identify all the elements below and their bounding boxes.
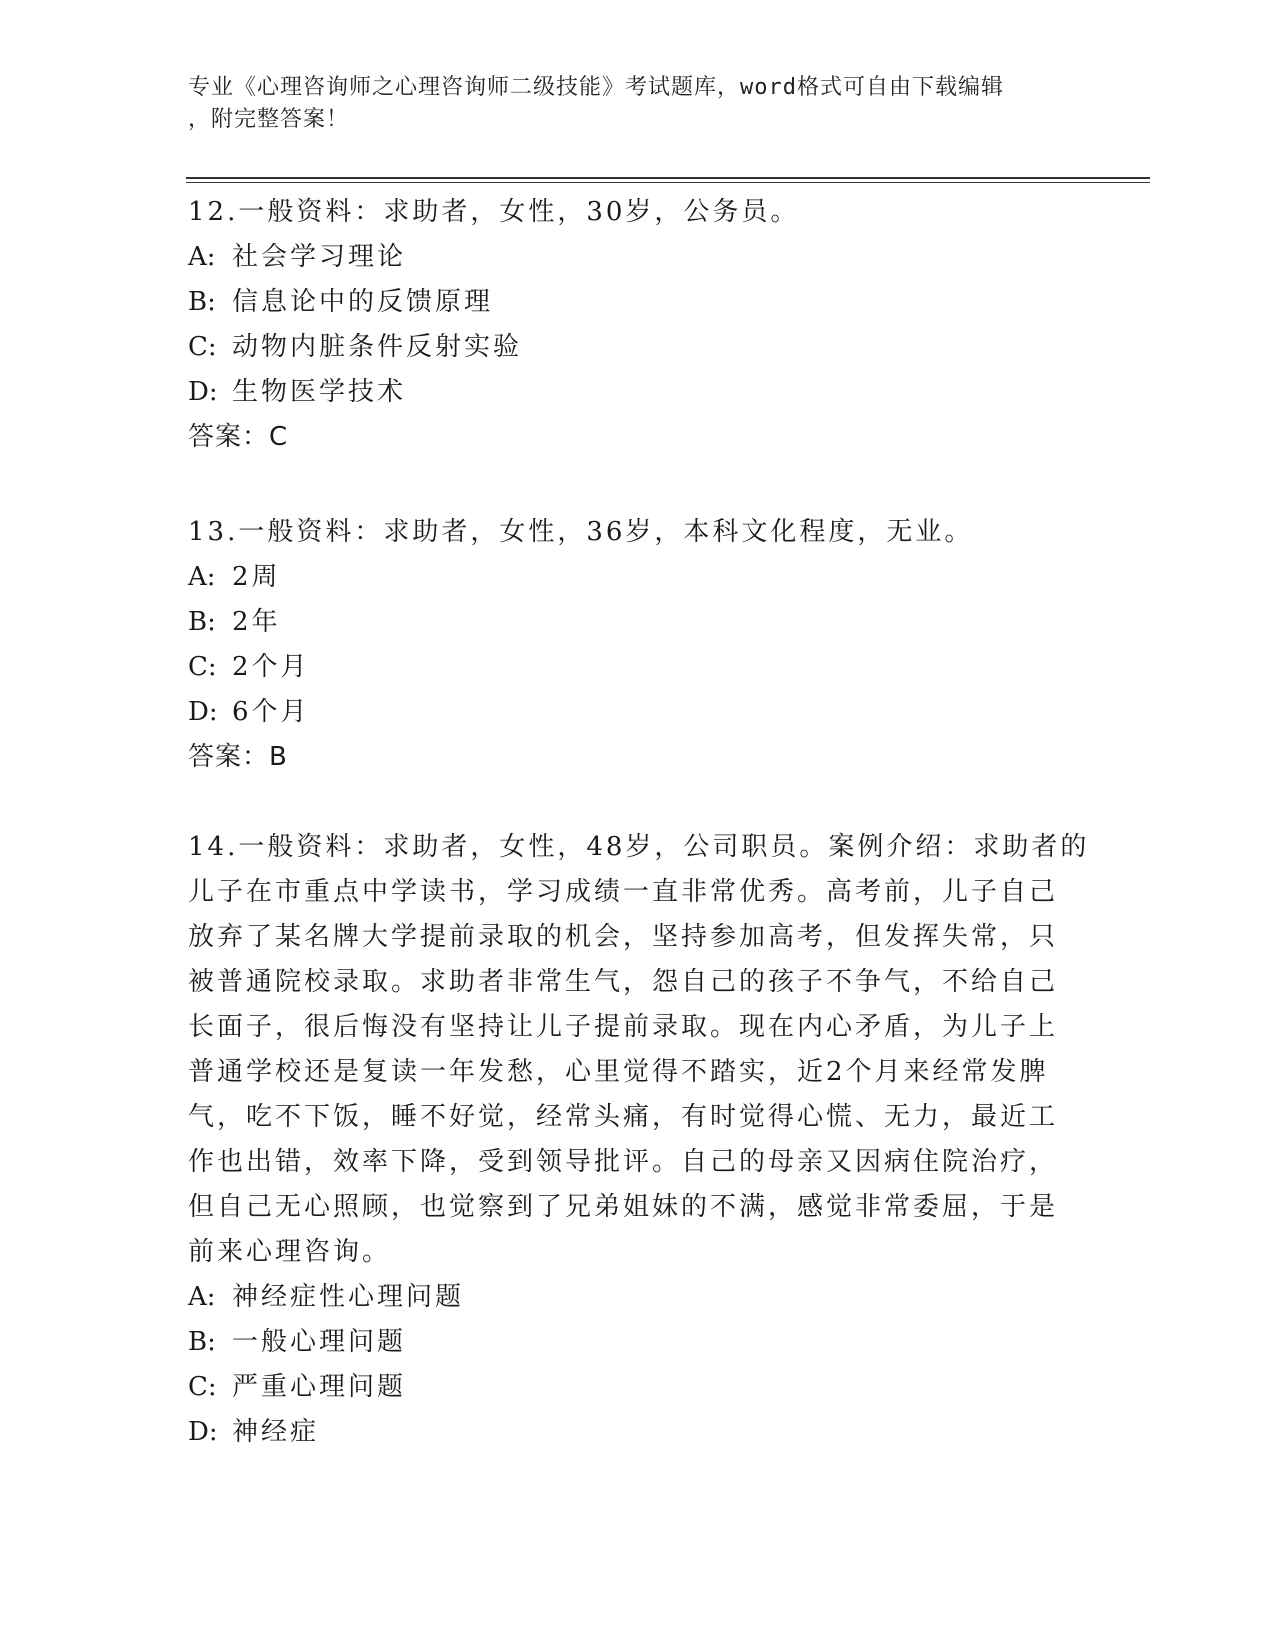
question-stem-line: 被普通院校录取。求助者非常生气，怨自己的孩子不争气，不给自己 — [188, 967, 1059, 997]
option-letter: C: — [188, 332, 217, 362]
option-letter: B: — [188, 287, 216, 317]
header-line-2: ，附完整答案！ — [188, 107, 350, 132]
question-stem-line: 作也出错，效率下降，受到领导批评。自己的母亲又因病住院治疗， — [188, 1147, 1059, 1177]
question-stem-line: 普通学校还是复读一年发愁，心里觉得不踏实，近2个月来经常发脾 — [188, 1057, 1049, 1087]
question-stem-line: 气，吃不下饭，睡不好觉，经常头痛，有时觉得心慌、无力，最近工 — [188, 1102, 1059, 1132]
option-b — [188, 280, 1088, 325]
option-text: 2个月 — [232, 652, 310, 682]
document-header — [188, 72, 1068, 136]
option-text: 2年 — [232, 607, 281, 637]
question-stem-line: 14.一般资料：求助者，女性，48岁，公司职员。案例介绍：求助者的 — [188, 832, 1090, 862]
option-text: 动物内脏条件反射实验 — [232, 332, 523, 362]
header-divider-thin — [186, 182, 1150, 183]
option-letter: C: — [188, 1372, 217, 1402]
question-stem: 13.一般资料：求助者，女性，36岁，本科文化程度，无业。 — [188, 517, 974, 547]
question-stem: 12.一般资料：求助者，女性，30岁，公务员。 — [188, 197, 800, 227]
option-letter: A: — [188, 242, 216, 272]
option-a — [188, 1275, 1088, 1320]
option-a — [188, 555, 1088, 600]
header-line-1: 专业《心理咨询师之心理咨询师二级技能》考试题库，word格式可自由下载编辑 — [188, 75, 1004, 100]
option-c — [188, 325, 1088, 370]
option-text: 生物医学技术 — [232, 377, 407, 407]
option-letter: A: — [188, 562, 216, 592]
option-d — [188, 370, 1088, 415]
option-c — [188, 645, 1088, 690]
option-letter: D: — [188, 377, 218, 407]
option-text: 2周 — [232, 562, 281, 592]
option-c — [188, 1365, 1088, 1410]
option-letter: B: — [188, 1327, 216, 1357]
question-13 — [188, 510, 1088, 780]
question-stem-line: 但自己无心照顾，也觉察到了兄弟姐妹的不满，感觉非常委屈，于是 — [188, 1192, 1059, 1222]
option-letter: A: — [188, 1282, 216, 1312]
question-stem-line: 儿子在市重点中学读书，学习成绩一直非常优秀。高考前，儿子自己 — [188, 877, 1059, 907]
option-b — [188, 1320, 1088, 1365]
question-12 — [188, 190, 1088, 460]
option-text: 6个月 — [232, 697, 310, 727]
option-b — [188, 600, 1088, 645]
option-text: 一般心理问题 — [232, 1327, 407, 1357]
option-a — [188, 235, 1088, 280]
option-letter: D: — [188, 1417, 218, 1447]
option-d — [188, 690, 1088, 735]
question-stem-line: 前来心理咨询。 — [188, 1237, 392, 1267]
option-text: 神经症 — [232, 1417, 320, 1447]
option-text: 神经症性心理问题 — [232, 1282, 465, 1312]
option-text: 信息论中的反馈原理 — [232, 287, 494, 317]
question-14 — [188, 825, 1088, 1455]
question-stem-line: 放弃了某名牌大学提前录取的机会，坚持参加高考，但发挥失常，只 — [188, 922, 1059, 952]
option-letter: D: — [188, 697, 218, 727]
option-letter: B: — [188, 607, 216, 637]
question-stem-line: 长面子，很后悔没有坚持让儿子提前录取。现在内心矛盾，为儿子上 — [188, 1012, 1059, 1042]
answer-line: 答案：C — [188, 422, 289, 452]
answer-line: 答案：B — [188, 742, 288, 772]
option-text: 严重心理问题 — [232, 1372, 407, 1402]
option-letter: C: — [188, 652, 217, 682]
header-divider-thick — [186, 177, 1150, 179]
option-text: 社会学习理论 — [232, 242, 407, 272]
option-d — [188, 1410, 1088, 1455]
